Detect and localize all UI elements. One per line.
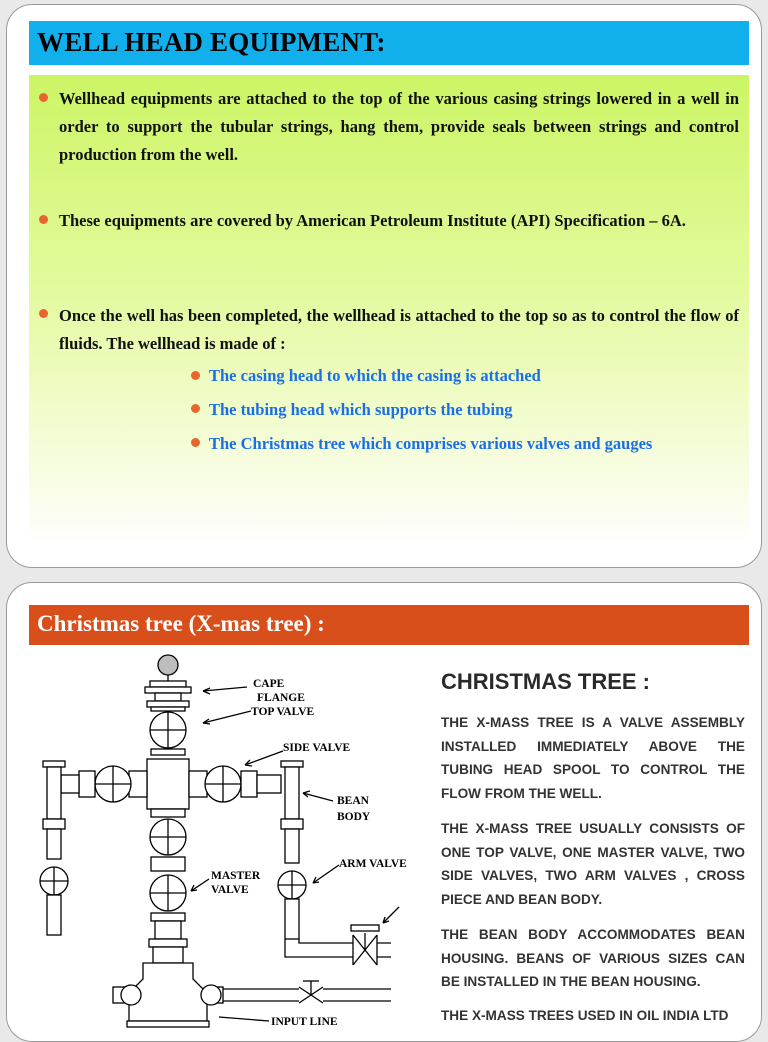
label-master: MASTER [211, 870, 261, 882]
slide-christmas-tree [6, 582, 762, 1042]
sub-bullet-text-2: The tubing head which supports the tubing [209, 400, 513, 419]
label-arm-valve: ARM VALVE [339, 858, 407, 870]
bullet-text-2: These equipments are covered by American Petroleum Institute (API) Specification – 6A. [59, 211, 686, 230]
paragraph-1: THE X-MASS TREE IS A VALVE ASSEMBLY INSTALLED IMMEDIATELY ABOVE THE TUBING HEAD SPOOL TO CONTROL THE FLOW FROM THE WELL. [441, 715, 745, 801]
bullet-icon [39, 215, 48, 224]
bullet-icon [39, 93, 48, 102]
sub-bullet-text-1: The casing head to which the casing is attached [209, 366, 541, 385]
bullet-text-3: Once the well has been completed, the wellhead is attached to the top so as to control the flow of fluids. The wellhead is made of : [59, 306, 739, 353]
slide-title: Christmas tree (X-mas tree) : [37, 611, 325, 636]
label-side-valve: SIDE VALVE [283, 742, 351, 754]
slide-title: WELL HEAD EQUIPMENT: [37, 27, 386, 57]
bullet-icon [39, 309, 48, 318]
label-valve: VALVE [211, 884, 249, 896]
christmas-tree-heading: CHRISTMAS TREE : [441, 669, 650, 694]
label-bean: BEAN [337, 795, 369, 807]
label-body: BODY [337, 811, 371, 823]
slide-wellhead-equipment [6, 4, 762, 568]
paragraph-4: THE X-MASS TREES USED IN OIL INDIA LTD [441, 1008, 729, 1023]
christmas-tree-diagram [7, 583, 437, 1042]
label-input-line: INPUT LINE [271, 1016, 338, 1028]
title-bar [29, 21, 749, 65]
label-top-valve: TOP VALVE [251, 706, 315, 718]
sub-bullet-text-3: The Christmas tree which comprises various valves and gauges [209, 434, 653, 453]
paragraph-2: THE X-MASS TREE USUALLY CONSISTS OF ONE TOP VALVE, ONE MASTER VALVE, TWO SIDE VALVES, TWO ARM VALVES , CROSS PIECE AND BEAN BODY. [441, 821, 745, 907]
paragraph-3: THE BEAN BODY ACCOMMODATES BEAN HOUSING. BEANS OF VARIOUS SIZES CAN BE INSTALLED IN THE BEAN HOUSING. [441, 927, 745, 989]
sub-bullet-icon [191, 404, 200, 413]
bullet-text-1: Wellhead equipments are attached to the top of the various casing strings lowered in a well in order to support the tubular strings, hang them, provide seals between strings and control production from the well. [59, 89, 739, 164]
sub-bullet-icon [191, 371, 200, 380]
label-flange: FLANGE [257, 692, 305, 704]
sub-bullet-icon [191, 438, 200, 447]
label-cape: CAPE [253, 678, 285, 690]
